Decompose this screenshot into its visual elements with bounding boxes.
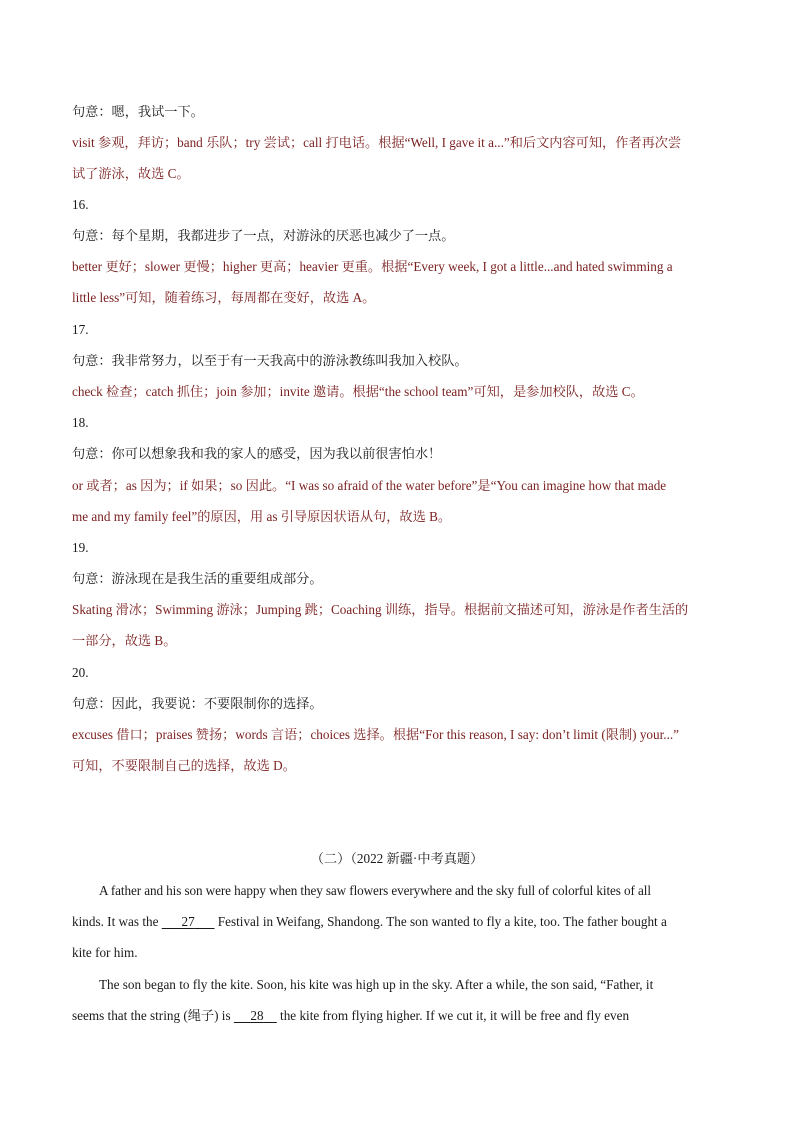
q18-meaning: 句意：你可以想象我和我的家人的感受，因为我以前很害怕水！ (72, 446, 442, 461)
q16-number: 16. (72, 197, 89, 212)
q15-meaning: 句意：嗯，我试一下。 (72, 104, 204, 119)
passage-heading: （二）（2022 新疆·中考真题） (310, 851, 484, 866)
q20-analysis-line1: excuses 借口；praises 赞扬；words 言语；choices 选择。根据“For this reason, I say: don’t limit (限制) your...” (72, 727, 680, 742)
q15-analysis-line2: 试了游泳，故选 C。 (72, 166, 190, 181)
q19-meaning: 句意：游泳现在是我生活的重要组成部分。 (72, 571, 323, 586)
q19-analysis-line2: 一部分，故选 B。 (72, 633, 177, 648)
q16-meaning: 句意：每个星期，我都进步了一点，对游泳的厌恶也减少了一点。 (72, 228, 455, 243)
q19-analysis-line1: Skating 滑冰；Swimming 游泳；Jumping 跳；Coaching 训练，指导。根据前文描述可知，游泳是作者生活的 (72, 602, 689, 617)
passage-p1-line2-after: Festival in Weifang, Shandong. The son wanted to fly a kite, too. The father bought a (214, 914, 667, 929)
passage-p2-line1: The son began to fly the kite. Soon, his kite was high up in the sky. After a while, the son said, “Father, it (99, 977, 654, 992)
q16-analysis-line2: little less”可知，随着练习，每周都在变好，故选 A。 (72, 290, 376, 305)
blank-27-number: 27 (181, 914, 195, 929)
q16-analysis-line1: better 更好；slower 更慢；higher 更高；heavier 更重。根据“Every week, I got a little...and hated swimming a (72, 259, 673, 274)
blank-28[interactable] (234, 1008, 277, 1023)
q18-analysis-line2: me and my family feel”的原因，用 as 引导原因状语从句，故选 B。 (72, 509, 452, 524)
q20-analysis-line2: 可知，不要限制自己的选择，故选 D。 (72, 758, 296, 773)
passage-p2-line2-before: seems that the string (绳子) is (72, 1008, 234, 1023)
q17-meaning: 句意：我非常努力，以至于有一天我高中的游泳教练叫我加入校队。 (72, 353, 468, 368)
passage-p1-line1: A father and his son were happy when they saw flowers everywhere and the sky full of colorful kites of all (99, 883, 651, 898)
q18-analysis-line1: or 或者；as 因为；if 如果；so 因此。“I was so afraid of the water before”是“You can imagine how that made (72, 478, 667, 493)
passage-p1-line3: kite for him. (72, 945, 138, 960)
q20-number: 20. (72, 665, 89, 680)
q17-number: 17. (72, 322, 89, 337)
q17-analysis-line1: check 检查；catch 抓住；join 参加；invite 邀请。根据“the school team”可知，是参加校队，故选 C。 (72, 384, 644, 399)
passage-p1-line2 (72, 913, 667, 931)
passage-p2-line2-after: the kite from flying higher. If we cut it, it will be free and fly even (276, 1008, 630, 1023)
blank-27[interactable] (162, 914, 215, 929)
q20-meaning: 句意：因此，我要说：不要限制你的选择。 (72, 696, 323, 711)
q18-number: 18. (72, 415, 89, 430)
passage-p1-line2-before: kinds. It was the (72, 914, 162, 929)
blank-28-number: 28 (250, 1008, 264, 1023)
q19-number: 19. (72, 540, 89, 555)
passage-p2-line2 (72, 1007, 629, 1025)
q15-analysis-line1: visit 参观，拜访；band 乐队；try 尝试；call 打电话。根据“Well, I gave it a...”和后文内容可知，作者再次尝 (72, 135, 682, 150)
